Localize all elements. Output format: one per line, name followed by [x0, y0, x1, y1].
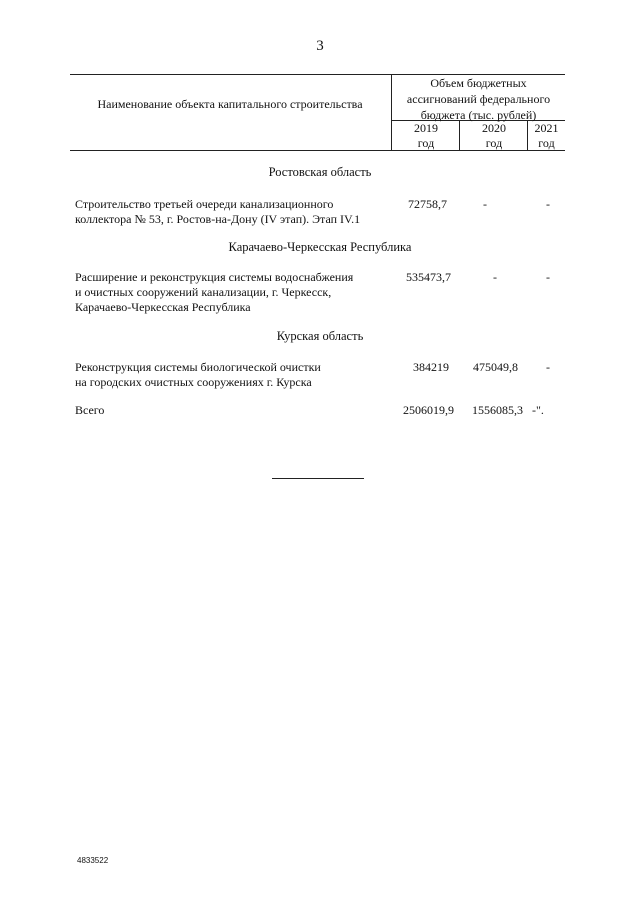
- header-year-2021: [528, 121, 565, 151]
- object-name-line: на городских очистных сооружениях г. Курска: [75, 375, 312, 389]
- total-2021: -".: [532, 403, 544, 417]
- header-year-2019: [393, 121, 459, 151]
- year-label: 2019: [414, 121, 438, 135]
- header-budget-line: ассигнований федерального: [406, 92, 551, 106]
- object-name-line: Строительство третьей очереди канализационного: [75, 197, 334, 211]
- region-heading: Карачаево-Черкесская Республика: [228, 240, 412, 254]
- value-2019: 535473,7: [406, 270, 451, 284]
- year-divider-1: [459, 120, 460, 150]
- year-label: 2021: [534, 121, 559, 135]
- value-2021: -: [546, 360, 550, 374]
- object-name-line: Карачаево-Черкесская Республика: [75, 300, 251, 314]
- value-2020: -: [483, 197, 487, 211]
- end-divider: [272, 478, 364, 479]
- value-2019: 384219: [413, 360, 449, 374]
- value-2020: -: [493, 270, 497, 284]
- object-name: [75, 360, 395, 390]
- page-number: 3: [316, 38, 324, 54]
- object-name: [75, 270, 395, 315]
- object-name-line: и очистных сооружений канализации, г. Черкесск,: [75, 285, 332, 299]
- header-budget: [392, 75, 565, 123]
- value-2020: 475049,8: [473, 360, 518, 374]
- total-2020: 1556085,3: [472, 403, 523, 417]
- value-2021: -: [546, 270, 550, 284]
- header-year-2020: [461, 121, 527, 151]
- document-id: 4833522: [77, 856, 109, 865]
- year-unit: год: [417, 136, 435, 150]
- year-unit: год: [538, 136, 555, 150]
- total-2019: 2506019,9: [403, 403, 454, 417]
- object-name: [75, 197, 395, 227]
- header-object-name: Наименование объекта капитального строительства: [97, 97, 363, 111]
- object-name-line: коллектора № 53, г. Ростов-на-Дону (IV этап). Этап IV.1: [75, 212, 361, 226]
- header-budget-line: бюджета (тыс. рублей): [420, 108, 537, 122]
- value-2021: -: [546, 197, 550, 211]
- year-label: 2020: [482, 121, 506, 135]
- object-name-line: Расширение и реконструкция системы водоснабжения: [75, 270, 354, 284]
- value-2019: 72758,7: [408, 197, 447, 211]
- header-budget-line: Объем бюджетных: [430, 76, 527, 90]
- region-heading: Ростовская область: [268, 165, 372, 179]
- total-label: Всего: [75, 403, 105, 417]
- region-heading: Курская область: [276, 329, 364, 343]
- year-unit: год: [485, 136, 503, 150]
- object-name-line: Реконструкция системы биологической очистки: [75, 360, 321, 374]
